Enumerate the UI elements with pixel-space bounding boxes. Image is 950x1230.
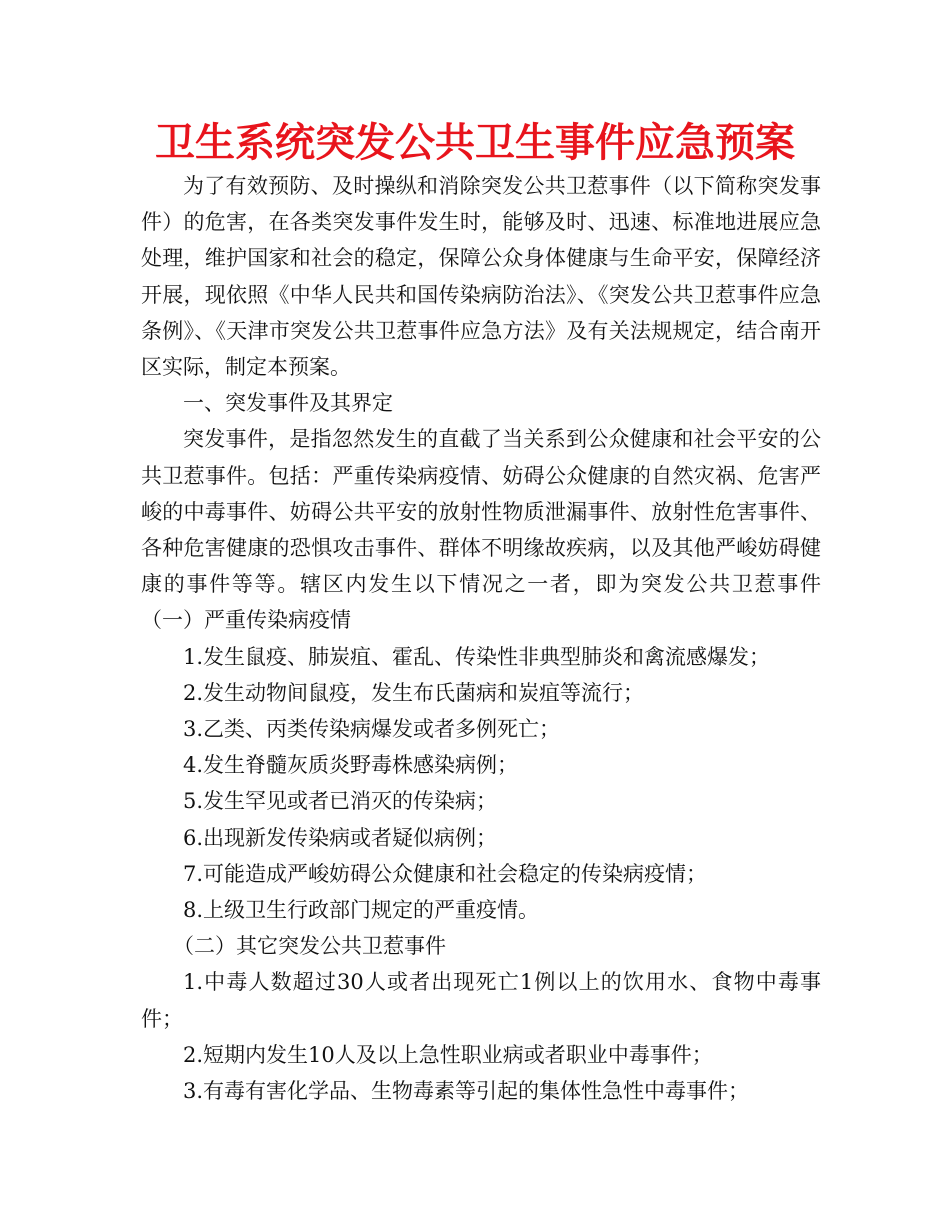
list-item: 3.有毒有害化学品、生物毒素等引起的集体性急性中毒事件； [183, 1079, 750, 1104]
list-item: 2.短期内发生10人及以上急性职业病或者职业中毒事件； [183, 1042, 713, 1067]
list-item: 1.中毒人数超过30人或者出现死亡1例以上的饮用水、食物中毒事件； [141, 970, 821, 1031]
list-item: 7.可能造成严峻妨碍公众健康和社会稳定的传染病疫情； [183, 861, 708, 886]
list-item: 4.发生脊髓灰质炎野毒株感染病例； [183, 753, 519, 778]
list-item: 5.发生罕见或者已消灭的传染病； [183, 789, 498, 814]
list-item: 2.发生动物间鼠疫，发生布氏菌病和炭疽等流行； [183, 680, 645, 705]
intro-paragraph: 为了有效预防、及时操纵和消除突发公共卫惹事件（以下简称突发事件）的危害，在各类突发事件发生时，能够及时、迅速、标准地进展应急处理，维护国家和社会的稳定，保障公众身体健康与生命平安，保障经济开展，现依照《中华人民共和国传染病防治法》、《突发公共卫惹事件应急条例》、《天津市突发公共卫惹事件应急方法》及有关法规规定，结合南开区实际，制定本预案。 [141, 174, 821, 380]
list-item: 3.乙类、丙类传染病爆发或者多例死亡； [183, 717, 561, 742]
subsection-heading: （二）其它突发公共卫惹事件 [173, 934, 446, 959]
list-item: 1.发生鼠疫、肺炭疽、霍乱、传染性非典型肺炎和禽流感爆发； [183, 644, 771, 669]
definition-paragraph: 突发事件，是指忽然发生的直截了当关系到公众健康和社会平安的公共卫惹事件。包括：严重传染病疫情、妨碍公众健康的自然灾祸、危害严峻的中毒事件、妨碍公共平安的放射性物质泄漏事件、放射性危害事件、各种危害健康的恐惧攻击事件、群体不明缘故疾病，以及其他严峻妨碍健康的事件等等。辖区内发生以下情况之一者，即为突发公共卫惹事件 （一）严重传染病疫情 [141, 427, 863, 633]
list-item: 8.上级卫生行政部门规定的严重疫情。 [183, 898, 540, 923]
list-item: 6.出现新发传染病或者疑似病例； [183, 825, 498, 850]
document-title: 卫生系统突发公共卫生事件应急预案 [155, 120, 795, 166]
document-body [141, 168, 863, 1109]
section-heading-1: 一、突发事件及其界定 [183, 391, 393, 416]
